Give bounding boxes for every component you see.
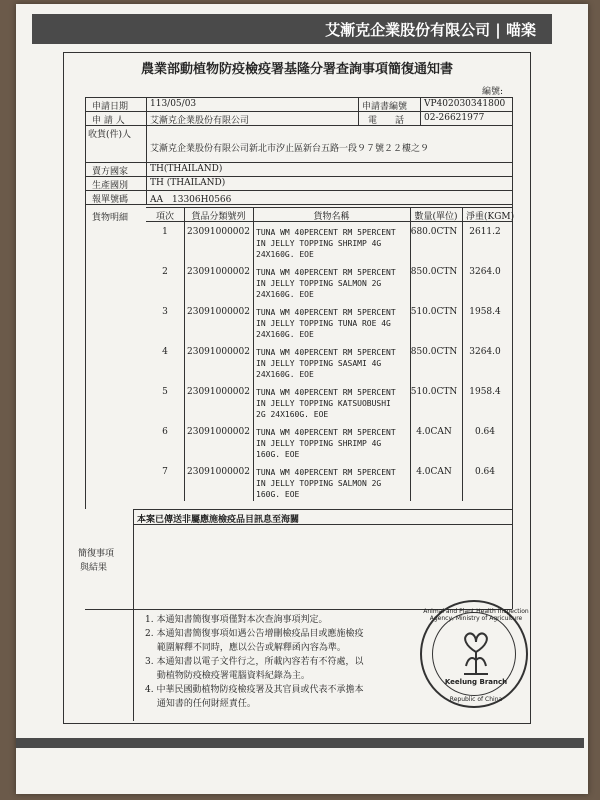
goods-row-code: 23091000002: [187, 267, 250, 277]
note-line: 動植物防疫檢疫署電腦資料紀錄為主。: [145, 671, 310, 681]
goods-row-weight: 3264.0: [469, 347, 501, 357]
goods-row-name: TUNA WM 40PERCENT RM 5PERCENT IN JELLY TOPPING SALMON 2G 24X160G. EOE: [256, 268, 396, 299]
note-line: 1. 本通知書簡復事項僅對本次查詢事項判定。: [145, 615, 328, 625]
page-title: 農業部動植物防疫檢疫署基隆分署查詢事項簡復通知書: [140, 62, 453, 77]
phone-label: 電 話: [368, 116, 405, 126]
goods-table-divider: [253, 207, 254, 501]
goods-row-weight: 3264.0: [469, 267, 501, 277]
goods-header-cell: 貨物名稱: [313, 212, 350, 222]
goods-header-cell: 淨重(KGM): [466, 212, 515, 222]
goods-row-qty: 4.0CAN: [416, 467, 452, 477]
goods-row-code: 23091000002: [187, 467, 250, 477]
goods-row-name: TUNA WM 40PERCENT RM 5PERCENT IN JELLY TOPPING SALMON 2G 160G. EOE: [256, 468, 396, 499]
goods-header-cell: 貨品分類號列: [191, 212, 246, 222]
application-no-value: VP402030341800: [424, 99, 506, 109]
goods-row-name: TUNA WM 40PERCENT RM 5PERCENT IN JELLY TOPPING TUNA ROE 4G 24X160G. EOE: [256, 308, 396, 339]
phone-value: 02-26621977: [424, 113, 485, 123]
application-no-label: 申請書編號: [362, 102, 408, 112]
goods-row-code: 23091000002: [187, 347, 250, 357]
goods-row-no: 7: [162, 467, 168, 477]
goods-row-weight: 0.64: [474, 467, 496, 477]
goods-row-weight: 1958.4: [469, 307, 501, 317]
goods-header-cell: 項次: [155, 212, 174, 222]
origin-label: 生產國別: [92, 181, 129, 191]
goods-row-weight: 1958.4: [469, 387, 501, 397]
note-line: 2. 本通知書簡復事項如遇公告增刪檢疫品目或應施檢疫: [145, 629, 364, 639]
goods-row-qty: 850.0CTN: [410, 267, 458, 277]
goods-table-divider: [184, 207, 185, 501]
reply-label-2: 與結果: [80, 563, 108, 573]
applicant-label: 申 請 人: [92, 116, 125, 126]
seller-country-value: TH(THAILAND): [150, 164, 223, 174]
goods-row-weight: 0.64: [474, 427, 496, 437]
goods-row-code: 23091000002: [187, 227, 250, 237]
goods-row-no: 5: [162, 387, 168, 397]
goods-row-name: TUNA WM 40PERCENT RM 5PERCENT IN JELLY TOPPING SASAMI 4G 24X160G. EOE: [256, 348, 396, 379]
goods-row-name: TUNA WM 40PERCENT RM 5PERCENT IN JELLY TOPPING SHRIMP 4G 160G. EOE: [256, 428, 396, 459]
goods-table-divider: [512, 207, 513, 501]
goods-row-no: 2: [162, 267, 168, 277]
consignee-value: 艾漸克企業股份有限公司新北市汐止區新台五路一段９７號２２樓之９: [150, 144, 430, 154]
application-date-label: 申請日期: [92, 102, 129, 112]
result-note: 本案已傳送非屬應施檢疫品目訊息至海關: [137, 515, 300, 525]
goods-row-qty: 850.0CTN: [410, 347, 458, 357]
serial-label: 編號:: [482, 87, 504, 97]
goods-row-name: TUNA WM 40PERCENT RM 5PERCENT IN JELLY TOPPING KATSUOBUSHI 2G 24X160G. EOE: [256, 388, 396, 419]
official-seal: [420, 600, 528, 708]
note-line: 3. 本通知書以電子文件行之，所載內容若有不符處，以: [145, 657, 364, 667]
seal-top-text: Animal and Plant Health Inspection Agency, Ministry of Agriculture: [423, 608, 529, 622]
seal-tree-icon: [422, 602, 530, 710]
goods-row-code: 23091000002: [187, 307, 250, 317]
bottom-bar: [16, 738, 584, 748]
goods-row-qty: 680.0CTN: [410, 227, 458, 237]
goods-row-no: 1: [162, 227, 168, 237]
goods-row-no: 4: [162, 347, 168, 357]
note-line: 通知書的任何財經責任。: [145, 699, 256, 709]
seller-country-label: 賣方國家: [92, 167, 129, 177]
application-date-value: 113/05/03: [150, 99, 197, 109]
goods-label: 貨物明細: [92, 213, 129, 223]
goods-row-no: 3: [162, 307, 168, 317]
goods-row-weight: 2611.2: [469, 227, 501, 237]
goods-header-cell: 數量(單位): [414, 212, 458, 222]
consignee-label: 收貨(件)人: [88, 130, 132, 140]
goods-row-qty: 510.0CTN: [410, 307, 458, 317]
company-banner: [32, 14, 552, 44]
bl-no-value: AA 13306H0566: [150, 195, 232, 205]
goods-row-code: 23091000002: [187, 387, 250, 397]
origin-value: TH (THAILAND): [150, 178, 226, 188]
reply-label-1: 簡復事項: [78, 549, 115, 559]
goods-row-qty: 4.0CAN: [416, 427, 452, 437]
note-line: 4. 中華民國動植物防疫檢疫署及其官員或代表不承擔本: [145, 685, 364, 695]
goods-row-code: 23091000002: [187, 427, 250, 437]
goods-table-rule: [146, 207, 512, 208]
applicant-value: 艾漸克企業股份有限公司: [150, 116, 250, 126]
seal-branch-text: Keelung Branch: [444, 678, 508, 686]
bl-no-label: 報單號碼: [92, 195, 129, 205]
goods-row-no: 6: [162, 427, 168, 437]
seal-bottom-text: Republic of China: [449, 696, 503, 703]
company-banner-text: 艾漸克企業股份有限公司 | 喵楽: [325, 20, 536, 39]
goods-row-name: TUNA WM 40PERCENT RM 5PERCENT IN JELLY TOPPING SHRIMP 4G 24X160G. EOE: [256, 228, 396, 259]
note-line: 範圍解釋不同時，應以公告或解釋函內容為準。: [145, 643, 346, 653]
goods-row-qty: 510.0CTN: [410, 387, 458, 397]
